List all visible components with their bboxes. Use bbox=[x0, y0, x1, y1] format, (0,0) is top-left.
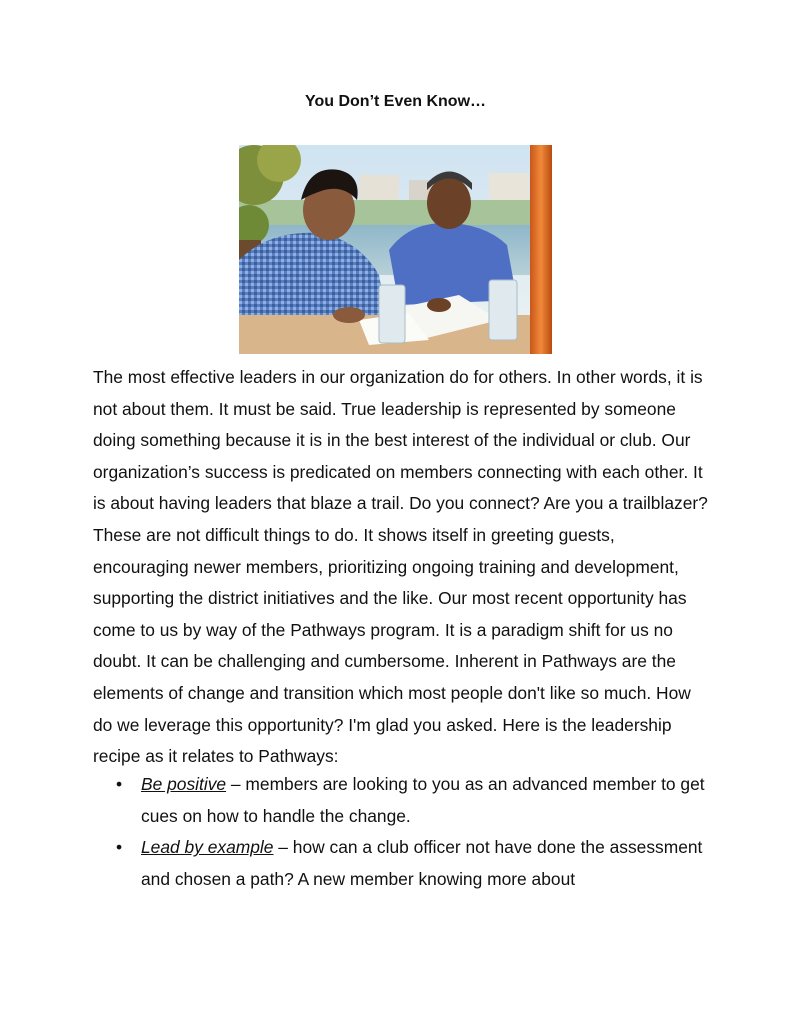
document-title: You Don’t Even Know… bbox=[304, 93, 487, 110]
recipe-list bbox=[93, 769, 713, 895]
list-item-term: Be positive bbox=[141, 774, 227, 794]
bullet: • bbox=[116, 837, 123, 858]
list-item-text: – how can a club officer not have done the assessment and chosen a path? A new member knowing more about bbox=[141, 837, 703, 889]
list-item bbox=[93, 769, 713, 832]
list-item bbox=[93, 832, 713, 895]
list-item-text: – members are looking to you as an advanced member to get cues on how to handle the change. bbox=[141, 774, 705, 826]
bullet: • bbox=[116, 774, 123, 794]
meeting-photo bbox=[239, 145, 552, 354]
body-paragraph: The most effective leaders in our organization do for others. In other words, it is not about them. It must be said. True leadership is represented by someone doing something because it is in the best interest of the individual or club. Our organization’s success is predicated on members connecting with each other. It is about having leaders that blaze a trail. Do you connect? Are you a trailblazer? These are not difficult things to do. It shows itself in greeting guests, encouraging newer members, prioritizing ongoing training and development, supporting the district initiatives and the like. Our most recent opportunity has come to us by way of the Pathways program. It is a paradigm shift for us no doubt. It can be challenging and cumbersome. Inherent in Pathways are the elements of change and transition which most people don't like so much. How do we leverage this opportunity? I'm glad you asked. Here is the leadership recipe as it relates to Pathways: bbox=[93, 367, 708, 767]
list-item-term: Lead by example bbox=[141, 837, 274, 858]
